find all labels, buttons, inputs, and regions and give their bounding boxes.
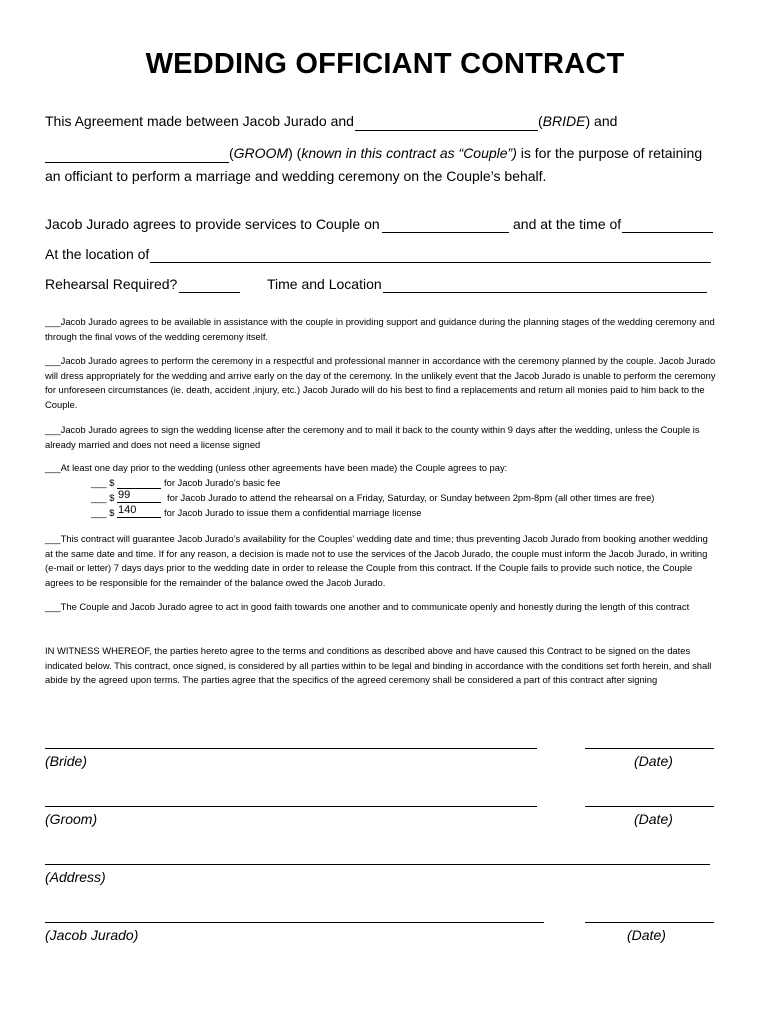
and-text: and xyxy=(594,113,618,129)
groom-name-field[interactable] xyxy=(45,162,229,163)
location-label: At the location of xyxy=(45,246,150,262)
payment-prefix: ___ $ xyxy=(91,477,115,488)
groom-label: GROOM xyxy=(233,145,289,161)
clause-license: ___Jacob Jurado agrees to sign the wedding license after the ceremony and to mail it back to the county within 9 days after the wedding, unless the Couple is already married and does not need a license signed xyxy=(45,424,700,450)
rehearsal-fee-field[interactable] xyxy=(117,502,161,503)
clause-guarantee: ___This contract will guarantee Jacob Jurado’s availability for the Couples’ wedding date and time; thus preventing Jacob Jurado from booking another wedding at the same date and time. If for any reason, a decision is made not to use the services of the Jacob Jurado, the couple must inform the Jacob Jurado, in writing (e-mail or letter) 7 days days prior to the wedding date in order to release the Couple from this contract. If the Couple fails to provide such notice, the Couple agrees to be responsible for the remainder of the balance owed the Jacob Jurado. xyxy=(45,533,708,588)
rehearsal-label: Rehearsal Required? xyxy=(45,276,178,292)
bride-signature-label: (Bride) xyxy=(45,753,88,769)
bride-signature-line[interactable] xyxy=(45,748,537,749)
bride-date-line[interactable] xyxy=(585,748,714,749)
rehearsal-field[interactable] xyxy=(179,292,240,293)
service-time-field[interactable] xyxy=(622,232,713,233)
clause-ceremony: ___Jacob Jurado agrees to perform the ceremony in a respectful and professional manner in accordance with the ceremony planned by the couple. Jacob Jurado will dress appropriately for the wedding and arrive early on the day of the ceremony. In the unlikely event that the Jacob Jurado is unable to perform the ceremony for unforeseen circumstances (ie. death, accident ,injury, etc.) Jacob Jurado will do his best to find a replacements and return all monies paid to him back to the Couple. xyxy=(45,355,716,410)
officiant-signature-line[interactable] xyxy=(45,922,544,923)
time-location-field[interactable] xyxy=(383,292,707,293)
time-location-label: Time and Location xyxy=(267,276,382,292)
officiant-date-label: (Date) xyxy=(627,927,666,943)
groom-signature-line[interactable] xyxy=(45,806,537,807)
license-fee-text: for Jacob Jurado to issue them a confidential marriage license xyxy=(164,507,422,518)
rehearsal-fee-text: for Jacob Jurado to attend the rehearsal on a Friday, Saturday, or Sunday between 2pm-8pm (all other times are free) xyxy=(167,492,655,503)
payment-prefix: ___ $ xyxy=(91,492,115,503)
services-provide-text: Jacob Jurado agrees to provide services to Couple on xyxy=(45,216,380,232)
services-time-text: and at the time of xyxy=(513,216,622,232)
bride-label-group: (BRIDE) and xyxy=(538,113,618,129)
witness-clause: IN WITNESS WHEREOF, the parties hereto agree to the terms and conditions as described above and have caused this Contract to be signed on the dates indicated below. This contract, once signed, is considered by all parties within to be legal and binding in accordance with the conditions set forth herein, and shall abide by the agreed upon terms. The parties agree that the specifics of the agreed ceremony shall be considered a part of this contract after signing xyxy=(45,645,712,686)
location-field[interactable] xyxy=(150,262,711,263)
payment-intro: ___At least one day prior to the wedding (unless other agreements have been made) the Couple agrees to pay: xyxy=(45,462,508,473)
payment-prefix: ___ $ xyxy=(91,507,115,518)
bride-name-field[interactable] xyxy=(355,130,538,131)
groom-signature-label: (Groom) xyxy=(45,811,98,827)
clause-good-faith: ___The Couple and Jacob Jurado agree to act in good faith towards one another and to communicate openly and honestly during the length of this contract xyxy=(45,601,690,612)
groom-line: (GROOM) (known in this contract as “Couple”) is for the purpose of retaining xyxy=(229,145,703,161)
address-label: (Address) xyxy=(45,869,106,885)
agreement-line3: an officiant to perform a marriage and wedding ceremony on the Couple’s behalf. xyxy=(45,168,547,184)
officiant-date-line[interactable] xyxy=(585,922,714,923)
service-date-field[interactable] xyxy=(382,232,509,233)
bride-label: BRIDE xyxy=(542,113,586,129)
groom-date-line[interactable] xyxy=(585,806,714,807)
page-title: WEDDING OFFICIANT CONTRACT xyxy=(145,48,625,80)
license-fee-value[interactable]: 140 xyxy=(118,504,137,516)
known-as-text: known in this contract as “Couple”) xyxy=(301,145,517,161)
bride-date-label: (Date) xyxy=(634,753,673,769)
purpose-text: is for the purpose of retaining xyxy=(520,145,703,161)
address-line[interactable] xyxy=(45,864,710,865)
agreement-intro: This Agreement made between Jacob Jurado and xyxy=(45,113,354,129)
clause-availability: ___Jacob Jurado agrees to be available in assistance with the couple in providing support and guidance during the planning stages of the wedding ceremony and through the final vows of the wedding ceremony itself. xyxy=(45,316,715,342)
rehearsal-fee-value[interactable]: 99 xyxy=(118,489,131,501)
officiant-signature-label: (Jacob Jurado) xyxy=(45,927,139,943)
groom-date-label: (Date) xyxy=(634,811,673,827)
license-fee-field[interactable] xyxy=(117,517,161,518)
basic-fee-text: for Jacob Jurado's basic fee xyxy=(164,477,281,488)
